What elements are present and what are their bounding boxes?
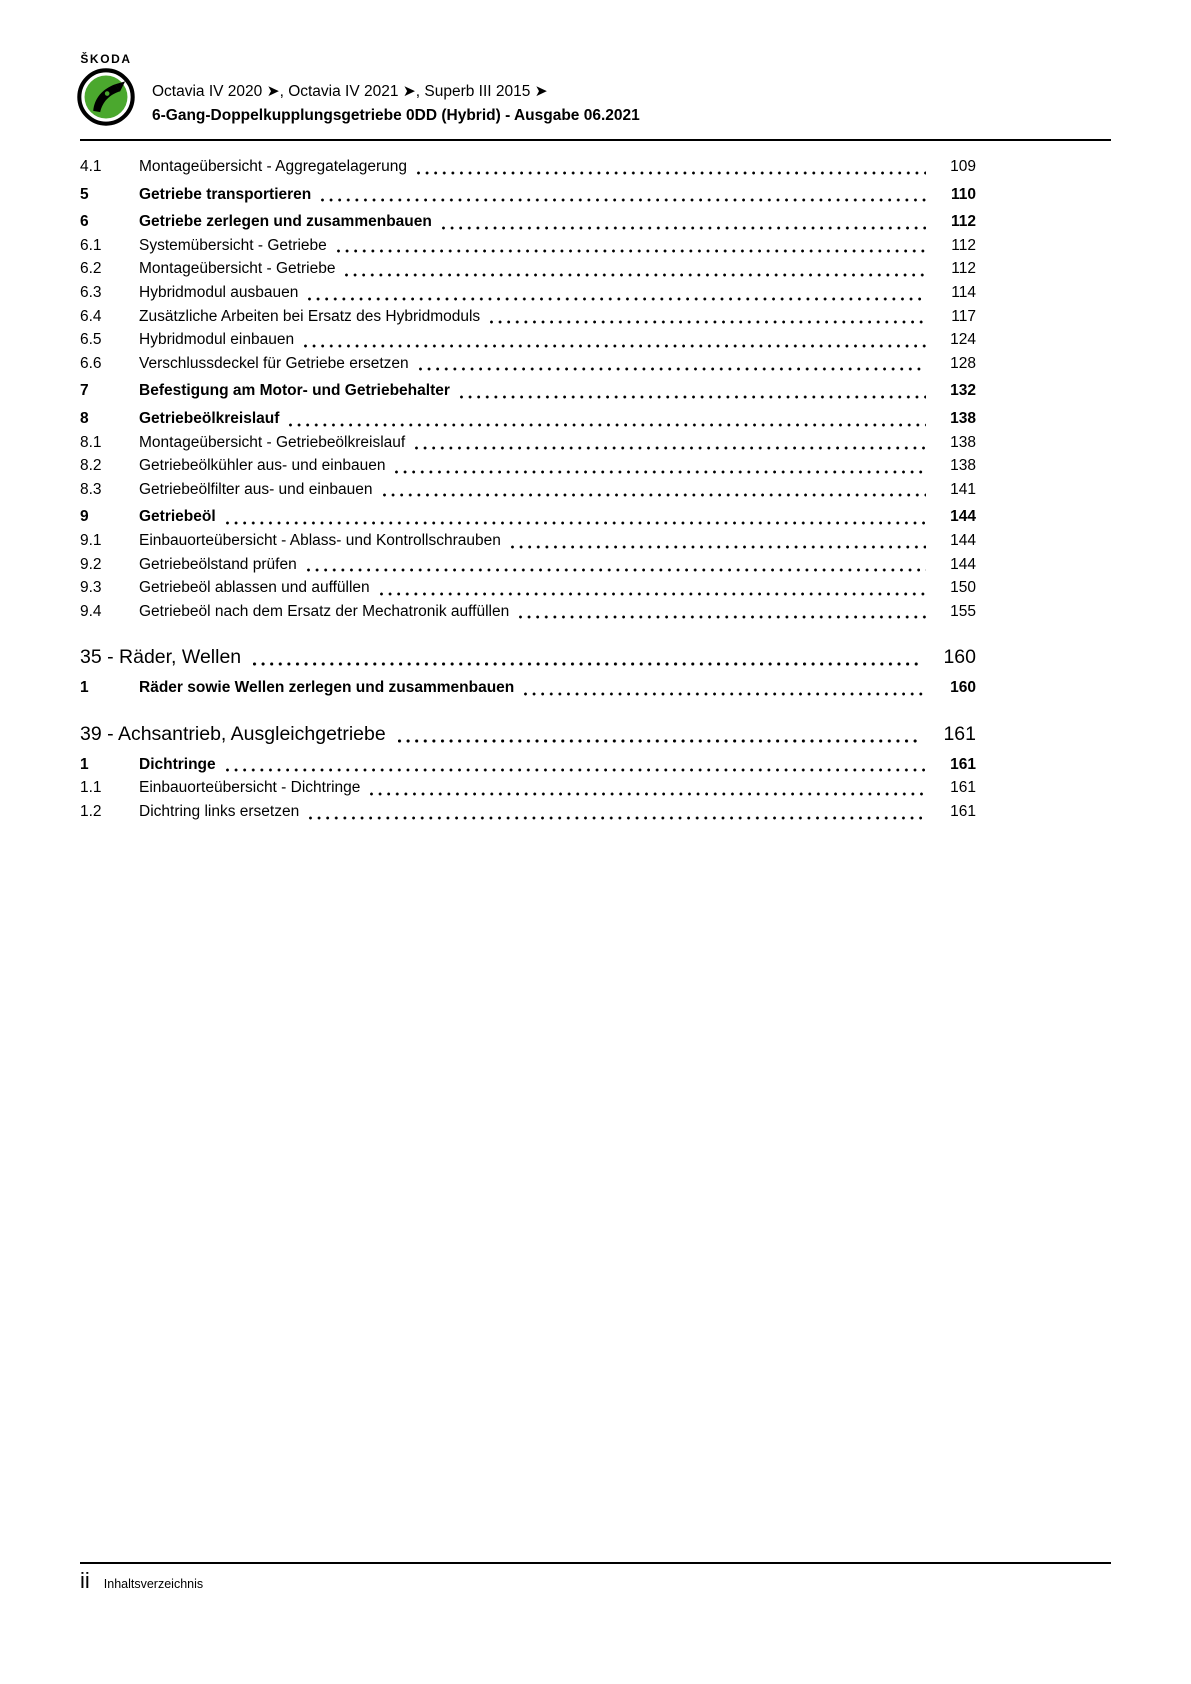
- toc-entry-page: 161: [950, 803, 976, 821]
- toc-entry-number: 9: [80, 508, 89, 526]
- toc-entry-page: 144: [950, 531, 976, 549]
- toc-entry-page: 160: [950, 679, 976, 697]
- dot-leader: [289, 423, 926, 427]
- toc-entry: [80, 529, 976, 553]
- toc-entry-title: Einbauorteübersicht - Ablass- und Kontrollschrauben: [139, 531, 501, 549]
- dot-leader: [345, 273, 926, 277]
- toc-entry: [80, 800, 976, 824]
- toc-entry-number: 8.2: [80, 457, 102, 475]
- toc-entry-page: 114: [951, 283, 976, 301]
- toc-entry-number: 1: [80, 755, 89, 773]
- skoda-logo-icon: [77, 68, 135, 126]
- toc-entry-title: Getriebeöl nach dem Ersatz der Mechatronik auffüllen: [139, 602, 510, 620]
- dot-leader: [307, 568, 926, 572]
- toc-entry: [80, 776, 976, 800]
- dot-leader: [519, 615, 926, 619]
- toc-entry: [80, 642, 976, 672]
- toc-entry-title: Montageübersicht - Getriebe: [139, 260, 336, 278]
- toc-entry: [80, 676, 976, 700]
- toc-entry-number: 6.3: [80, 283, 102, 301]
- toc-entry-page: 128: [950, 354, 976, 372]
- toc-entry-title: Hybridmodul einbauen: [139, 331, 295, 349]
- toc-entry: [80, 454, 976, 478]
- toc-entry-page: 138: [950, 433, 976, 451]
- toc-entry-title: Räder sowie Wellen zerlegen und zusammenbauen: [139, 679, 515, 697]
- toc-entry-number: 8.1: [80, 433, 102, 451]
- toc-entry-page: 155: [950, 602, 976, 620]
- skoda-logo: [77, 52, 135, 126]
- footer-page-number: ii: [80, 1568, 90, 1593]
- footer-label: Inhaltsverzeichnis: [103, 1577, 204, 1591]
- toc-entry-title: 35 - Räder, Wellen: [80, 646, 242, 669]
- toc-entry-title: Getriebeölstand prüfen: [139, 555, 297, 573]
- toc-entry-page: 138: [950, 409, 976, 427]
- toc-entry-page: 112: [951, 236, 976, 254]
- toc-entry-number: 1: [80, 679, 89, 697]
- toc-entry-title: Getriebeölkreislauf: [139, 409, 280, 427]
- toc-entry-title: Montageübersicht - Aggregatelagerung: [139, 158, 407, 175]
- toc-entry: [80, 576, 976, 600]
- toc-entry-page: 161: [950, 755, 976, 773]
- dot-leader: [395, 470, 926, 474]
- toc-entry-number: 6.2: [80, 260, 102, 278]
- toc-entry-number: 4.1: [80, 158, 102, 175]
- toc-entry: [80, 600, 976, 624]
- dot-leader: [308, 297, 926, 301]
- toc-entry: [80, 407, 976, 431]
- dot-leader: [417, 171, 926, 175]
- dot-leader: [370, 792, 926, 796]
- dot-leader: [383, 493, 926, 497]
- toc-entry: [80, 379, 976, 403]
- toc-entry-page: 117: [951, 307, 976, 325]
- toc-entry-page: 161: [943, 722, 976, 745]
- dot-leader: [490, 320, 926, 324]
- toc-entry-page: 112: [950, 213, 976, 231]
- toc-entry-title: Montageübersicht - Getriebeölkreislauf: [139, 433, 406, 451]
- header-divider: [80, 139, 1111, 141]
- toc-entry: [80, 352, 976, 376]
- dot-leader: [460, 395, 926, 399]
- toc-entry-number: 1.1: [80, 779, 102, 797]
- toc-entry: [80, 234, 976, 258]
- toc-entry-page: 110: [950, 185, 976, 203]
- dot-leader: [524, 692, 926, 696]
- toc-entry: [80, 210, 976, 234]
- toc-entry-number: 6.5: [80, 331, 102, 349]
- toc-entry-number: 8.3: [80, 480, 102, 498]
- toc-entry-page: 132: [950, 382, 976, 400]
- toc-entry-number: 1.2: [80, 803, 102, 821]
- toc-entry-page: 161: [950, 779, 976, 797]
- toc-entry: [80, 478, 976, 502]
- toc-entry-title: Zusätzliche Arbeiten bei Ersatz des Hybridmoduls: [139, 307, 481, 325]
- toc-entry-title: Hybridmodul ausbauen: [139, 283, 299, 301]
- dot-leader: [419, 367, 926, 371]
- dot-leader: [309, 816, 926, 820]
- dot-leader: [253, 662, 922, 666]
- toc-entry-title: Getriebeöl: [139, 508, 216, 526]
- page-footer: [80, 1568, 203, 1594]
- toc-entry-title: Dichtringe: [139, 755, 216, 773]
- toc-entry-number: 7: [80, 382, 89, 400]
- dot-leader: [337, 249, 926, 253]
- toc-entry-number: 6.1: [80, 236, 102, 254]
- toc-entry: [80, 183, 976, 207]
- toc-entry-page: 109: [950, 158, 976, 175]
- toc-entry-title: Getriebeölfilter aus- und einbauen: [139, 480, 373, 498]
- dot-leader: [226, 521, 926, 525]
- toc-entry: [80, 753, 976, 777]
- toc-entry-page: 144: [950, 508, 976, 526]
- page-header: [152, 80, 640, 128]
- toc-entry: [80, 155, 976, 179]
- dot-leader: [511, 545, 926, 549]
- dot-leader: [380, 592, 926, 596]
- toc-entry-title: 39 - Achsantrieb, Ausgleichgetriebe: [80, 722, 386, 745]
- toc-entry: [80, 305, 976, 329]
- toc-entry: [80, 553, 976, 577]
- skoda-logo-text: ŠKODA: [80, 52, 132, 66]
- toc-entry: [80, 257, 976, 281]
- toc-entry-title: Getriebeölkühler aus- und einbauen: [139, 457, 386, 475]
- dot-leader: [226, 768, 926, 772]
- toc-entry: [80, 431, 976, 455]
- toc-entry-page: 144: [950, 555, 976, 573]
- header-title-line: 6-Gang-Doppelkupplungsgetriebe 0DD (Hybrid) - Ausgabe 06.2021: [152, 107, 640, 124]
- toc-entry: [80, 281, 976, 305]
- toc-entry-title: Einbauorteübersicht - Dichtringe: [139, 779, 361, 797]
- toc-entry-number: 6: [80, 213, 89, 231]
- toc-entry-page: 141: [950, 480, 976, 498]
- toc-list: [80, 155, 976, 824]
- dot-leader: [442, 226, 926, 230]
- toc-entry: [80, 719, 976, 749]
- toc-entry-number: 9.1: [80, 531, 102, 549]
- toc-entry-page: 112: [951, 260, 976, 278]
- toc-entry-title: Getriebe zerlegen und zusammenbauen: [139, 213, 432, 231]
- dot-leader: [304, 344, 926, 348]
- dot-leader: [398, 739, 922, 743]
- toc-entry: [80, 328, 976, 352]
- toc-entry-number: 5: [80, 185, 89, 203]
- toc-entry-page: 150: [950, 579, 976, 597]
- toc-entry: [80, 505, 976, 529]
- dot-leader: [415, 446, 926, 450]
- footer-divider: [80, 1562, 1111, 1564]
- toc-entry-number: 6.6: [80, 354, 102, 372]
- toc-entry-number: 9.2: [80, 555, 102, 573]
- toc-entry-number: 9.4: [80, 602, 102, 620]
- toc-entry-number: 8: [80, 409, 89, 427]
- header-models-line: Octavia IV 2020 ➤, Octavia IV 2021 ➤, Superb III 2015 ➤: [152, 83, 548, 100]
- toc-entry-page: 160: [943, 646, 976, 669]
- dot-leader: [321, 198, 926, 202]
- toc-entry-title: Getriebe transportieren: [139, 185, 312, 203]
- toc-entry-page: 124: [950, 331, 976, 349]
- toc-entry-page: 138: [950, 457, 976, 475]
- toc-entry-title: Dichtring links ersetzen: [139, 803, 300, 821]
- toc-entry-title: Verschlussdeckel für Getriebe ersetzen: [139, 354, 409, 372]
- toc-entry-number: 6.4: [80, 307, 102, 325]
- toc-entry-title: Getriebeöl ablassen und auffüllen: [139, 579, 370, 597]
- toc-entry-title: Systemübersicht - Getriebe: [139, 236, 327, 254]
- toc-entry-title: Befestigung am Motor- und Getriebehalter: [139, 382, 450, 400]
- toc-entry-number: 9.3: [80, 579, 102, 597]
